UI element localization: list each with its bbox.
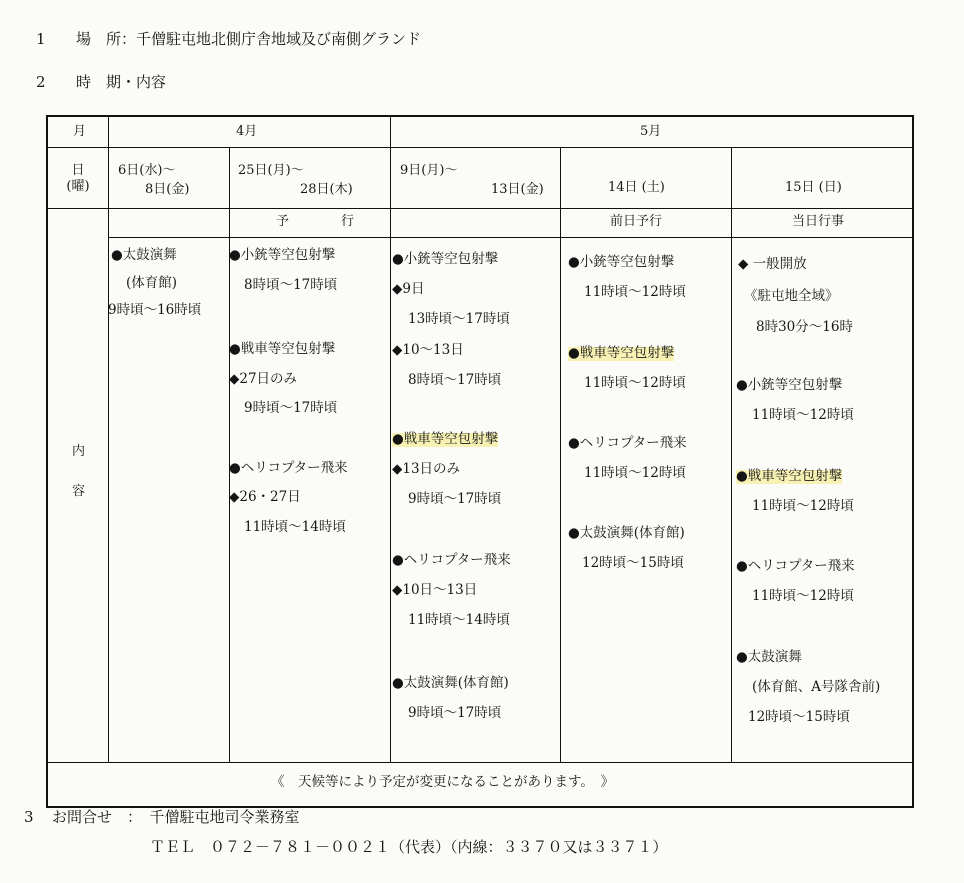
col5-item: 11時頃～12時頃 [752, 498, 854, 514]
col1-item: 9時頃～16時頃 [108, 302, 202, 318]
phase-day: 当日行事 [792, 214, 845, 229]
schedule-table [46, 115, 914, 808]
date-col2-start: 25日(月)～ [238, 163, 304, 178]
date-col1-end: 8日(金) [145, 182, 190, 197]
col3-item-highlighted: ●戦車等空包射撃 [392, 431, 499, 447]
col1-item: (体育館) [126, 275, 178, 291]
col4-item-highlighted: ●戦車等空包射撃 [568, 345, 675, 361]
section-3 [24, 806, 300, 827]
row-divider [48, 147, 912, 148]
col3-item: ◆10～13日 [392, 342, 464, 358]
col5-item: ●ヘリコプター飛来 [736, 558, 855, 574]
section-1 [36, 28, 421, 49]
section-1-text: 場 所：千僧駐屯地北側庁舎地域及び南側グランド [76, 30, 422, 48]
phase-prev-day: 前日予行 [610, 214, 663, 229]
section-3-number: 3 [24, 808, 34, 826]
month-header: 月 [73, 124, 87, 139]
row-divider [48, 208, 912, 209]
date-col3-start: 9日(月)～ [400, 163, 458, 178]
col5-item-highlighted: ●戦車等空包射撃 [736, 468, 843, 484]
col3-item: ●太鼓演舞(体育館) [392, 675, 509, 691]
tel-line: ＴＥＬ ０７２－７８１－００２１（代表）（内線：３３７０又は３３７１） [150, 838, 668, 856]
col5-item: 12時頃～15時頃 [748, 709, 850, 725]
col5-item: ●小銃等空包射撃 [736, 377, 843, 393]
section-1-number: 1 [36, 30, 46, 48]
note-text: 《 天候等により予定が変更になることがあります。 》 [271, 774, 615, 790]
col-divider [560, 147, 561, 763]
col2-item: ●小銃等空包射撃 [229, 247, 336, 263]
date-col1-start: 6日(水)～ [118, 163, 176, 178]
col4-item: ●ヘリコプター飛来 [568, 435, 687, 451]
col3-item: ◆10日～13日 [392, 582, 478, 598]
col3-item: 13時頃～17時頃 [408, 311, 510, 327]
section-2 [36, 71, 166, 92]
col2-item: ●ヘリコプター飛来 [229, 460, 348, 476]
row-divider [48, 762, 912, 763]
col4-item: 11時頃～12時頃 [584, 375, 686, 391]
col2-item: ◆26・27日 [229, 489, 301, 505]
col5-item: ◆ 一般開放 [738, 256, 807, 272]
col-divider [731, 147, 732, 763]
may-header: 5月 [640, 124, 662, 139]
section-2-text: 時 期・内容 [76, 73, 167, 91]
section-3-text: お問合せ ： 千僧駐屯地司令業務室 [52, 808, 300, 826]
col4-item: ●太鼓演舞(体育館) [568, 525, 685, 541]
date-col5: 15日 (日) [785, 180, 842, 195]
col3-item: 11時頃～14時頃 [408, 612, 510, 628]
col-divider [229, 147, 230, 763]
col5-item: 11時頃～12時頃 [752, 407, 854, 423]
col3-item: ◆9日 [392, 281, 425, 297]
col4-item: 12時頃～15時頃 [582, 555, 684, 571]
col4-item: ●小銃等空包射撃 [568, 254, 675, 270]
content-label-2: 容 [72, 484, 86, 499]
date-col2-end: 28日(木) [300, 182, 353, 197]
col2-item: ●戦車等空包射撃 [229, 341, 336, 357]
col3-item: 9時頃～17時頃 [408, 705, 502, 721]
col4-item: 11時頃～12時頃 [584, 284, 686, 300]
col3-item: 9時頃～17時頃 [408, 491, 502, 507]
col2-item: 11時頃～14時頃 [244, 519, 346, 535]
col2-item: 9時頃～17時頃 [244, 400, 338, 416]
col3-item: ◆13日のみ [392, 461, 461, 477]
col5-item: 8時30分～16時 [756, 319, 853, 335]
col5-item: 11時頃～12時頃 [752, 588, 854, 604]
col3-item: 8時頃～17時頃 [408, 372, 502, 388]
col5-item: 《駐屯地全域》 [744, 288, 839, 304]
col3-item: ●小銃等空包射撃 [392, 251, 499, 267]
col5-item: ●太鼓演舞 [736, 649, 802, 665]
date-col4: 14日 (土) [608, 180, 665, 195]
content-label-1: 内 [72, 444, 86, 459]
day-header: 日 (曜) [66, 163, 90, 195]
date-col3-end: 13日(金) [491, 182, 544, 197]
col3-item: ●ヘリコプター飛来 [392, 552, 511, 568]
col2-item: ◆27日のみ [229, 371, 298, 387]
col1-item: ●太鼓演舞 [111, 247, 177, 263]
col4-item: 11時頃～12時頃 [584, 465, 686, 481]
col-divider [108, 117, 109, 763]
col2-item: 8時頃～17時頃 [244, 277, 338, 293]
phase-rehearsal: 予 行 [276, 214, 355, 229]
april-header: 4月 [236, 124, 258, 139]
section-2-number: 2 [36, 73, 46, 91]
col5-item: (体育館、A号隊舎前) [752, 679, 881, 695]
